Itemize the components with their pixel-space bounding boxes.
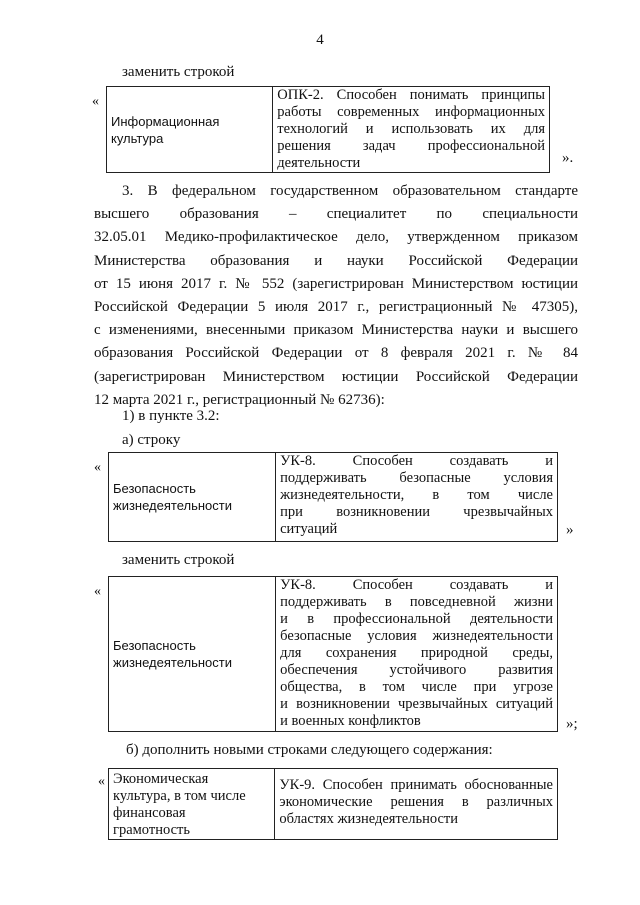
table-b-line: обеспечения устойчивого развития xyxy=(280,662,553,678)
close-quote: ». xyxy=(562,150,574,166)
paragraph-line: высшего образования – специалитет по специальности xyxy=(94,206,578,223)
table-b-line: для сохранения природной среды, xyxy=(280,645,553,661)
table-top-right-cell xyxy=(273,87,550,173)
table-b-line: общества, в том числе при угрозе xyxy=(280,679,553,695)
table-a xyxy=(108,452,558,542)
item-a: а) строку xyxy=(122,432,181,448)
paragraph-line: 3. В федеральном государственном образовательном стандарте xyxy=(122,183,578,199)
table-c-left-line: грамотность xyxy=(113,822,190,838)
open-quote: « xyxy=(94,584,101,599)
item-b: б) дополнить новыми строками следующего содержания: xyxy=(126,742,493,758)
page-number: 4 xyxy=(316,32,324,48)
table-top-line: ОПК-2. Способен понимать принципы xyxy=(277,87,545,103)
replace-label-2: заменить строкой xyxy=(122,552,235,568)
table-c xyxy=(108,768,558,840)
table-b-line: безопасные условия жизнедеятельности xyxy=(280,628,553,644)
paragraph-line: 32.05.01 Медико-профилактическое дело, утвержденном приказом xyxy=(94,229,578,246)
paragraph-line: 12 марта 2021 г., регистрационный № 62736): xyxy=(94,391,385,408)
table-a-line: жизнедеятельности, в том числе xyxy=(280,487,553,503)
table-c-left-line: культура, в том числе xyxy=(113,788,246,804)
paragraph-line: с изменениями, внесенными приказом Министерства науки и высшего xyxy=(94,322,578,339)
table-top-line: технологий и использовать их для xyxy=(277,121,545,137)
table-a-line: при возникновении чрезвычайных xyxy=(280,504,553,520)
table-c-line: областях жизнедеятельности xyxy=(279,811,458,827)
table-a-line: поддерживать безопасные условия xyxy=(280,470,553,486)
table-b-right-cell xyxy=(276,577,558,732)
close-quote: » xyxy=(566,522,574,538)
table-a-right-cell xyxy=(276,453,558,542)
table-b-line: УК-8. Способен создавать и xyxy=(280,577,553,593)
table-top xyxy=(106,86,550,173)
table-c-line: УК-9. Способен принимать обоснованные xyxy=(279,777,553,793)
table-c-left-cell xyxy=(109,769,275,840)
replace-label: заменить строкой xyxy=(122,64,235,80)
table-top-line: работы современных информационных xyxy=(277,104,545,120)
table-c-line: экономические решения в различных xyxy=(279,794,553,810)
paragraph-3 xyxy=(94,180,578,412)
table-c-left-line: Экономическая xyxy=(113,771,209,787)
table-c-left-line: финансовая xyxy=(113,805,186,821)
paragraph-line: Министерства образования и науки Российской Федерации xyxy=(94,252,578,269)
paragraph-line: от 15 июня 2017 г. № 552 (зарегистрирован Министерством юстиции xyxy=(94,275,578,292)
paragraph-line: образования Российской Федерации от 8 февраля 2021 г. № 84 xyxy=(94,345,578,362)
table-a-line: ситуаций xyxy=(280,521,338,537)
open-quote: « xyxy=(92,94,99,109)
table-b-line: и возникновении чрезвычайных ситуаций xyxy=(280,696,553,712)
table-b-left-cell: Безопасность жизнедеятельности xyxy=(109,577,276,732)
open-quote: « xyxy=(98,774,105,789)
table-a-line: УК-8. Способен создавать и xyxy=(280,453,553,469)
paragraph-line: Российской Федерации 5 июля 2017 г., регистрационный № 47305), xyxy=(94,299,578,316)
table-top-line: решения задач профессиональной xyxy=(277,138,545,154)
table-a-left-cell: Безопасность жизнедеятельности xyxy=(109,453,276,542)
close-quote: »; xyxy=(566,716,578,732)
item-1: 1) в пункте 3.2: xyxy=(122,408,220,424)
paragraph-line: (зарегистрирован Министерством юстиции Российской Федерации xyxy=(94,368,578,385)
table-top-line: деятельности xyxy=(277,155,361,171)
table-b-line: и военных конфликтов xyxy=(280,713,421,729)
table-b xyxy=(108,576,558,732)
open-quote: « xyxy=(94,460,101,475)
table-c-right-cell xyxy=(275,769,558,840)
table-b-line: и в профессиональной деятельности xyxy=(280,611,553,627)
table-top-left-cell: Информационная культура xyxy=(107,87,273,173)
table-b-line: поддерживать в повседневной жизни xyxy=(280,594,553,610)
